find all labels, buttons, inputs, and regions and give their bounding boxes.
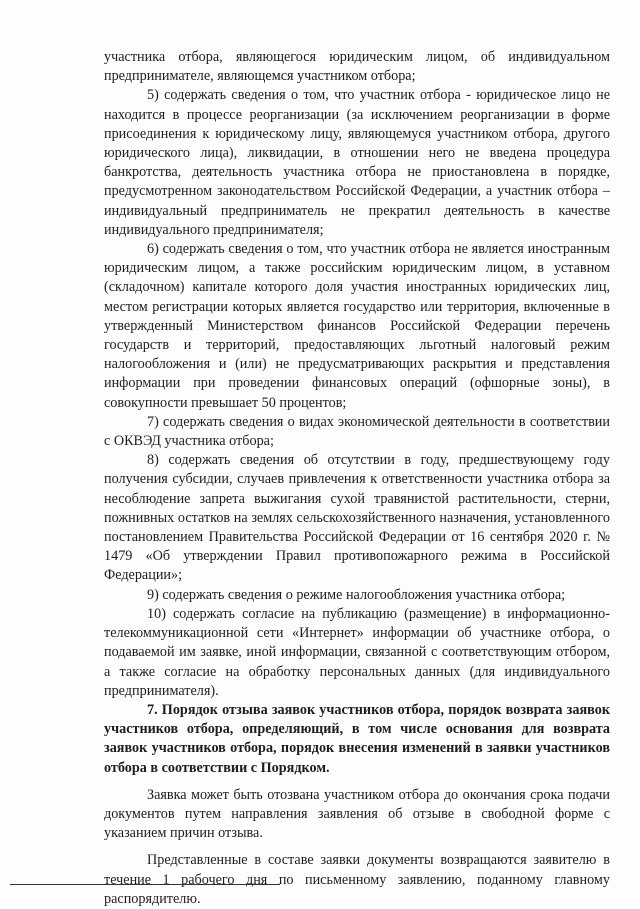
footnote-separator (10, 884, 280, 885)
paragraph-item-10: 10) содержать согласие на публикацию (размещение) в информационно-телекоммуникационной сети «Интернет» информации об участнике отбора, о подаваемой им заявке, иной информации, связанной с соответствующим отбором, а также согласие на обработку персональных данных (для индивидуального предпринимателя). (104, 605, 610, 699)
paragraph-return: Представленные в составе заявки документы возвращаются заявителю в течение 1 рабочего дня по письменному заявлению, поданному главному распорядителю. (104, 852, 610, 907)
paragraph-item-6: 6) содержать сведения о том, что участник отбора не является иностранным юридическим лицом, а также российским юридическим лицом, в уставном (складочном) капитале которого доля участия иностранных юридических лиц, местом регистрации которых является государство или территория, включенные в утвержденный Министерством финансов Российской Федерации перечень государств и территорий, предоставляющих льготный налоговый режим налогообложения и (или) не предусматривающих раскрытия и представления информации при проведении финансовых операций (офшорные зоны), в совокупности превышает 50 процентов; (104, 241, 610, 411)
document-body (104, 48, 610, 909)
paragraph-item-7: 7) содержать сведения о видах экономической деятельности в соответствии с ОКВЭД участника отбора; (104, 413, 610, 450)
paragraph-item-5: 5) содержать сведения о том, что участник отбора - юридическое лицо не находится в процессе реорганизации (за исключением реорганизации в форме присоединения к юридическому лицу, являющемуся участником отбора, другого юридического лица), ликвидации, в отношении него не введена процедура банкротства, деятельность участника отбора не приостановлена в порядке, предусмотренном законодательством Российской Федерации, а участник отбора – индивидуальный предприниматель не прекратил деятельность в качестве индивидуального предпринимателя; (104, 87, 610, 238)
paragraph-continuation: участника отбора, являющегося юридическим лицом, об индивидуальном предпринимателе, являющемся участником отбора; (104, 49, 610, 85)
section-heading-7: 7. Порядок отзыва заявок участников отбора, порядок возврата заявок участников отбора, определяющий, в том числе основания для возврата заявок участников отбора, порядок внесения изменений в заявки участников отбора в соответствии с Порядком. (104, 701, 610, 776)
paragraph-item-8: 8) содержать сведения об отсутствии в году, предшествующему году получения субсидии, случаев привлечения к ответственности участника отбора за несоблюдение запрета выжигания сухой травянистой растительности, стерни, пожнивных остатков на землях сельскохозяйственного назначения, установленного постановлением Правительства Российской Федерации от 16 сентября 2020 г. № 1479 «Об утверждении Правил противопожарного режима в Российской Федерации»; (104, 452, 610, 584)
paragraph-withdrawal: Заявка может быть отозвана участником отбора до окончания срока подачи документов путем направления заявления об отзыве в свободной форме с указанием причин отзыва. (104, 786, 610, 842)
paragraph-item-9: 9) содержать сведения о режиме налогообложения участника отбора; (147, 586, 566, 603)
